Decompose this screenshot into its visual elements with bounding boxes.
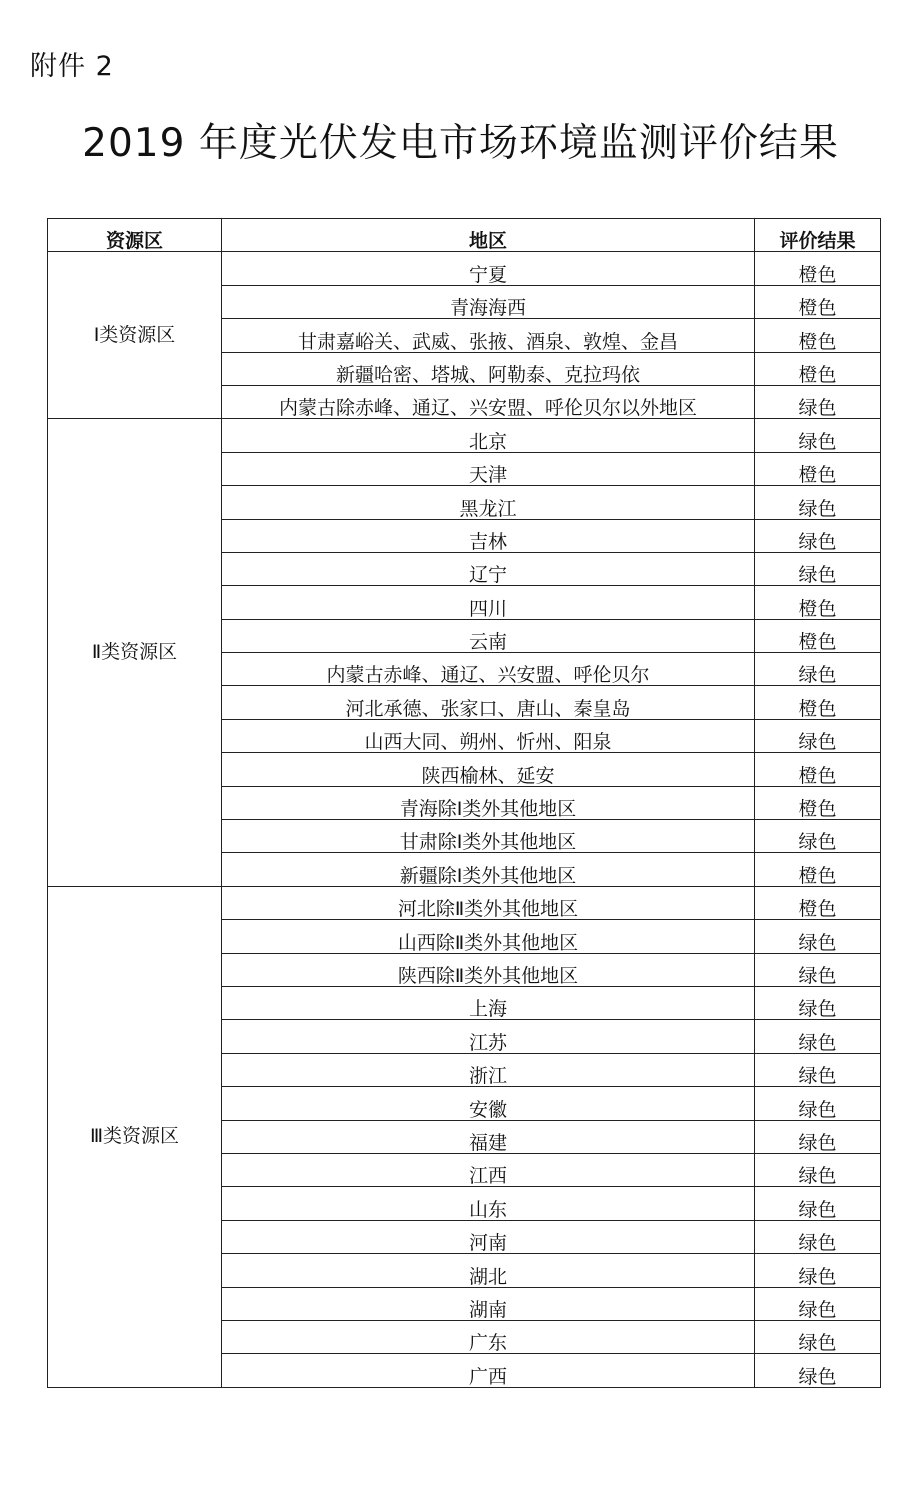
result-cell: 绿色: [755, 552, 881, 585]
result-cell: 橙色: [755, 586, 881, 619]
result-cell: 橙色: [755, 786, 881, 819]
result-cell: 绿色: [755, 486, 881, 519]
region-cell: 陕西榆林、延安: [222, 753, 755, 786]
region-cell: 内蒙古除赤峰、通辽、兴安盟、呼伦贝尔以外地区: [222, 385, 755, 418]
region-cell: 黑龙江: [222, 486, 755, 519]
result-cell: 绿色: [755, 1287, 881, 1320]
region-cell: 山西大同、朔州、忻州、阳泉: [222, 719, 755, 752]
region-cell: 云南: [222, 619, 755, 652]
zone-cell: Ⅲ类资源区: [48, 886, 222, 1387]
region-cell: 湖南: [222, 1287, 755, 1320]
result-cell: 绿色: [755, 920, 881, 953]
region-cell: 浙江: [222, 1053, 755, 1086]
region-cell: 新疆除Ⅰ类外其他地区: [222, 853, 755, 886]
region-cell: 安徽: [222, 1087, 755, 1120]
result-cell: 绿色: [755, 820, 881, 853]
table-body: [48, 252, 881, 1387]
region-cell: 福建: [222, 1120, 755, 1153]
header-row: [48, 219, 881, 252]
result-cell: 绿色: [755, 953, 881, 986]
result-cell: 绿色: [755, 1153, 881, 1186]
result-cell: 绿色: [755, 1087, 881, 1120]
region-cell: 甘肃除Ⅰ类外其他地区: [222, 820, 755, 853]
region-cell: 上海: [222, 986, 755, 1019]
result-cell: 绿色: [755, 1254, 881, 1287]
region-cell: 宁夏: [222, 252, 755, 285]
result-cell: 绿色: [755, 1187, 881, 1220]
region-column-header: 地区: [222, 219, 755, 252]
region-cell: 吉林: [222, 519, 755, 552]
result-cell: 绿色: [755, 653, 881, 686]
table-row: [48, 419, 881, 452]
region-cell: 河南: [222, 1220, 755, 1253]
result-cell: 橙色: [755, 252, 881, 285]
region-cell: 湖北: [222, 1254, 755, 1287]
region-cell: 山东: [222, 1187, 755, 1220]
result-cell: 橙色: [755, 753, 881, 786]
result-cell: 橙色: [755, 285, 881, 318]
result-cell: 绿色: [755, 986, 881, 1019]
region-cell: 青海除Ⅰ类外其他地区: [222, 786, 755, 819]
result-cell: 绿色: [755, 519, 881, 552]
attachment-label: 附件 2: [30, 51, 114, 82]
result-cell: 绿色: [755, 1220, 881, 1253]
result-cell: 绿色: [755, 719, 881, 752]
region-cell: 广西: [222, 1354, 755, 1387]
table-row: [48, 252, 881, 285]
result-cell: 橙色: [755, 452, 881, 485]
result-cell: 橙色: [755, 686, 881, 719]
region-cell: 新疆哈密、塔城、阿勒泰、克拉玛依: [222, 352, 755, 385]
result-cell: 橙色: [755, 319, 881, 352]
table-row: [48, 886, 881, 919]
result-cell: 橙色: [755, 352, 881, 385]
region-cell: 河北承德、张家口、唐山、秦皇岛: [222, 686, 755, 719]
zone-cell: Ⅱ类资源区: [48, 419, 222, 886]
region-cell: 北京: [222, 419, 755, 452]
region-cell: 内蒙古赤峰、通辽、兴安盟、呼伦贝尔: [222, 653, 755, 686]
result-cell: 橙色: [755, 886, 881, 919]
region-cell: 山西除Ⅱ类外其他地区: [222, 920, 755, 953]
result-cell: 橙色: [755, 619, 881, 652]
region-cell: 青海海西: [222, 285, 755, 318]
result-cell: 绿色: [755, 1354, 881, 1387]
region-cell: 天津: [222, 452, 755, 485]
result-cell: 绿色: [755, 419, 881, 452]
evaluation-table: [47, 218, 881, 1388]
region-cell: 广东: [222, 1320, 755, 1353]
document-title: 2019 年度光伏发电市场环境监测评价结果: [82, 121, 839, 166]
result-cell: 绿色: [755, 1120, 881, 1153]
region-cell: 江西: [222, 1153, 755, 1186]
zone-cell: Ⅰ类资源区: [48, 252, 222, 419]
region-cell: 甘肃嘉峪关、武威、张掖、酒泉、敦煌、金昌: [222, 319, 755, 352]
zone-column-header: 资源区: [48, 219, 222, 252]
result-column-header: 评价结果: [755, 219, 881, 252]
region-cell: 江苏: [222, 1020, 755, 1053]
result-cell: 绿色: [755, 1020, 881, 1053]
region-cell: 四川: [222, 586, 755, 619]
result-cell: 橙色: [755, 853, 881, 886]
region-cell: 河北除Ⅱ类外其他地区: [222, 886, 755, 919]
result-cell: 绿色: [755, 1320, 881, 1353]
result-cell: 绿色: [755, 385, 881, 418]
region-cell: 辽宁: [222, 552, 755, 585]
result-cell: 绿色: [755, 1053, 881, 1086]
region-cell: 陕西除Ⅱ类外其他地区: [222, 953, 755, 986]
table-header: [48, 219, 881, 252]
